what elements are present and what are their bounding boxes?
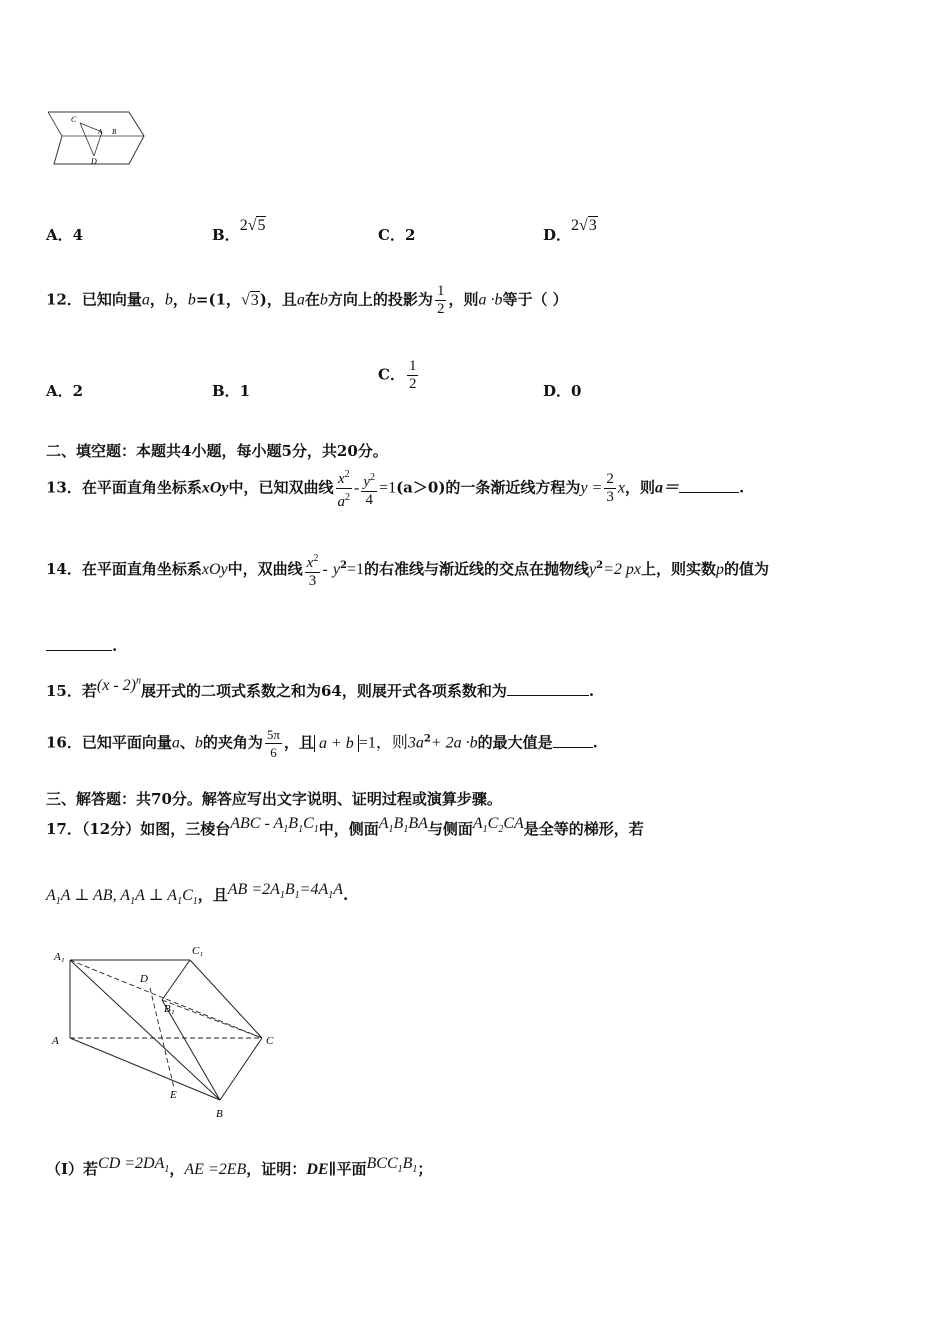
fig17-label-a: A [52,1035,59,1047]
q12-option-c: C． $\frac{1}{2}$ [378,358,417,392]
q12-option-b: B．1 [212,382,251,400]
fig17-label-b1: B₁ [164,1003,175,1015]
figure-q17-frustum [44,940,294,1125]
fig11-label-c: C [71,115,77,124]
fig17-label-c1: C₁ [192,945,204,957]
fig11-label-b: B [112,128,117,136]
q15-answer-blank[interactable] [507,681,589,696]
question-12: 12．已知向量a，b，b=(1，√3)，且a在b方向上的投影为 $\frac{1}{2}$ ，则a ·b等于（ ） [46,283,568,317]
question-16: 16．已知平面向量a、b的夹角为 $\frac{5\pi}{6}$ ，且 a + b =1，则$3a^2+ 2a \cdot b$的最大值是 . [46,727,598,760]
fig17-label-d: D [140,973,148,985]
q13-answer-blank[interactable] [679,478,739,493]
q12-option-a: A．2 [46,382,84,400]
question-17: 17．（12分）如图，三棱台ABC - $A_1B_1C_1$中，侧面$A_1B_1BA$与侧面$A_1C_2CA$是全等的梯形，若 [46,815,644,838]
question-14: 14．在平面直角坐标系xOy中，双曲线 $\frac{x^2}{3}$ - $y^2=1$的右准线与渐近线的交点在抛物线$y^2=2$ px上，则实数p的值为 [46,550,769,590]
q11-option-a: A．4 [46,226,84,244]
q11-option-d: D．2√3 [543,217,597,244]
question-17-part-1: （Ⅰ）若CD $=2DA_1$，AE =2EB，证明：DE∥平面$BCC_1B_1$； [46,1155,433,1178]
section-3-heading: 三、解答题：共70分。解答应写出文字说明、证明过程或演算步骤。 [46,790,502,808]
question-17-conditions: $A_1A$ ⊥ AB, $A_1A$ ⊥ $A_1C_1$，且AB $=2A_1B_1=4A_1A$. [46,881,349,908]
fig17-label-a1: A₁ [54,951,65,963]
fig17-label-c: C [266,1035,274,1047]
fig11-label-d: D [91,157,97,166]
q11-option-c: C．2 [378,226,416,244]
fig11-label-a: A [98,128,103,136]
q16-answer-blank[interactable] [553,733,593,748]
q12-option-d: D．0 [543,382,582,400]
figure-q11-planes [44,108,154,174]
section-2-heading: 二、填空题：本题共4小题，每小题5分，共20分。 [46,442,388,460]
question-13: 13．在平面直角坐标系xOy中，已知双曲线 $\frac{x^2}{a^2}$ - $\frac{y^2}{4}$ =1(a＞0)的一条渐近线方程为y = $\frac{2}{3}$ x，则a＝ . [46,466,744,511]
fig17-label-e: E [170,1089,177,1101]
question-15: 15．若(x - 2)$^n$展开式的二项式系数之和为64，则展开式各项系数和为 . [46,675,595,700]
q14-answer-blank[interactable] [46,636,112,651]
q11-option-b: B．2√5 [212,217,266,244]
question-14-blank-line: . [46,636,117,655]
fig17-label-b: B [216,1108,223,1120]
